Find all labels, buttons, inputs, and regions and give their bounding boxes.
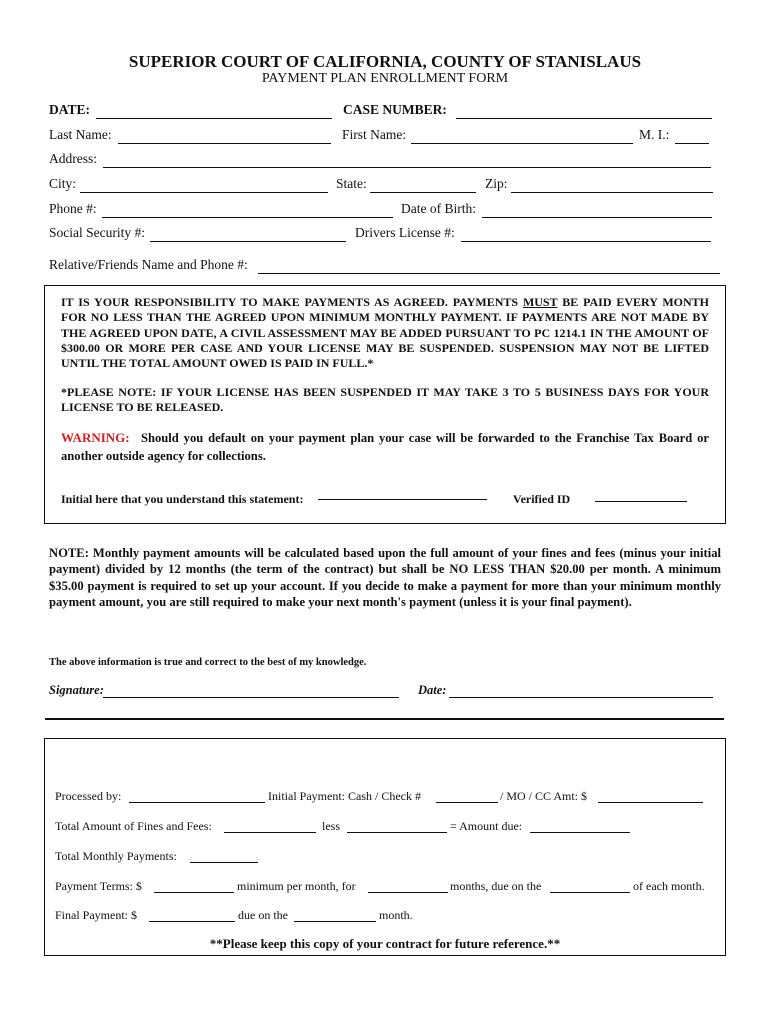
verified-id-field[interactable] xyxy=(595,501,687,502)
signature-label: Signature: xyxy=(49,683,104,697)
office-use-box xyxy=(44,738,726,956)
last-name-label: Last Name: xyxy=(49,127,112,142)
address-label: Address: xyxy=(49,151,97,166)
city-label: City: xyxy=(49,176,77,191)
total-fines-label: Total Amount of Fines and Fees: xyxy=(55,819,212,833)
responsibility-paragraph xyxy=(61,295,709,371)
final-payment-amount-field[interactable] xyxy=(149,921,235,922)
signature-date-label: Date: xyxy=(418,683,447,697)
warning-text: Should you default on your payment plan your case will be forwarded to the Franchise Tax Board or another outside agency for collections. xyxy=(61,431,709,463)
verified-id-label: Verified ID xyxy=(513,492,571,506)
must-emphasis: MUST xyxy=(522,295,558,309)
dob-field[interactable] xyxy=(482,217,712,218)
last-name-field[interactable] xyxy=(118,143,331,144)
of-each-month-label: of each month. xyxy=(633,879,705,893)
min-per-month-label: minimum per month, for xyxy=(237,879,356,893)
state-label: State: xyxy=(336,176,367,191)
first-name-label: First Name: xyxy=(342,127,407,142)
drivers-license-field[interactable] xyxy=(461,241,711,242)
phone-label: Phone #: xyxy=(49,201,97,216)
due-on-the-label: due on the xyxy=(238,908,288,922)
date-label: DATE: xyxy=(49,102,91,117)
payment-terms-label: Payment Terms: $ xyxy=(55,879,142,893)
due-day-field[interactable] xyxy=(550,892,630,893)
middle-initial-field[interactable] xyxy=(675,143,709,144)
initial-label: Initial here that you understand this statement: xyxy=(61,492,304,506)
less-field[interactable] xyxy=(347,832,447,833)
city-field[interactable] xyxy=(80,192,328,193)
amount-due-label: = Amount due: xyxy=(450,819,523,833)
initial-payment-label: Initial Payment: Cash / Check # xyxy=(268,789,421,803)
ssn-label: Social Security #: xyxy=(49,225,145,240)
month-label: month. xyxy=(379,908,413,922)
form-subtitle: PAYMENT PLAN ENROLLMENT FORM xyxy=(261,71,509,86)
responsibility-text-end: BE PAID EVERY MONTH FOR NO LESS THAN THE AGREED UPON MINIMUM MONTHLY PAYMENT. IF PAYMENTS ARE NOT MADE BY THE AGREED UPON DATE, A CIVIL ASSESSMENT MAY BE ADDED PURSUANT TO PC 1214.1 IN THE AMOUNT OF $300.00 OR MORE PER CASE AND YOUR LICENSE MAY BE SUSPENDED. SUSPENSION MAY NOT BE LIFTED UNTIL THE TOTAL AMOUNT OWED IS PAID IN FULL.* xyxy=(61,295,709,371)
dob-label: Date of Birth: xyxy=(401,201,476,216)
warning-paragraph xyxy=(61,429,709,465)
middle-initial-label: M. I.: xyxy=(639,127,670,142)
total-monthly-label: Total Monthly Payments: xyxy=(55,849,177,863)
monthly-minimum-field[interactable] xyxy=(154,892,234,893)
form-title: SUPERIOR COURT OF CALIFORNIA, COUNTY OF STANISLAUS xyxy=(128,52,642,71)
phone-field[interactable] xyxy=(102,217,393,218)
case-number-label: CASE NUMBER: xyxy=(343,102,447,117)
final-payment-month-field[interactable] xyxy=(294,921,376,922)
zip-field[interactable] xyxy=(511,192,713,193)
case-number-field[interactable] xyxy=(456,118,712,119)
license-note-paragraph: *PLEASE NOTE: IF YOUR LICENSE HAS BEEN SUSPENDED IT MAY TAKE 3 TO 5 BUSINESS DAYS FOR YOUR LICENSE TO BE RELEASED. xyxy=(61,385,709,415)
first-name-field[interactable] xyxy=(411,143,633,144)
check-number-field[interactable] xyxy=(436,802,498,803)
months-due-label: months, due on the xyxy=(450,879,542,893)
signature-field[interactable] xyxy=(103,697,399,698)
ssn-field[interactable] xyxy=(150,241,346,242)
date-field[interactable] xyxy=(96,118,332,119)
relative-field[interactable] xyxy=(258,273,720,274)
keep-copy-notice: **Please keep this copy of your contract for future reference.** xyxy=(209,936,561,951)
signature-date-field[interactable] xyxy=(449,697,713,698)
address-field[interactable] xyxy=(103,167,711,168)
processed-by-field[interactable] xyxy=(129,802,265,803)
final-payment-label: Final Payment: $ xyxy=(55,908,137,922)
total-fines-field[interactable] xyxy=(224,832,316,833)
less-label: less xyxy=(322,819,340,833)
relative-label: Relative/Friends Name and Phone #: xyxy=(49,257,248,272)
total-monthly-field[interactable] xyxy=(190,862,258,863)
section-divider xyxy=(45,718,724,720)
initial-amount-field[interactable] xyxy=(598,802,703,803)
drivers-license-label: Drivers License #: xyxy=(355,225,455,240)
zip-label: Zip: xyxy=(485,176,508,191)
months-count-field[interactable] xyxy=(368,892,448,893)
warning-label: WARNING: xyxy=(61,430,130,445)
state-field[interactable] xyxy=(370,192,476,193)
note-paragraph: NOTE: Monthly payment amounts will be calculated based upon the full amount of your fines and fees (minus your initial payment) divided by 12 months (the term of the contract) but shall be NO LESS THAN $20.00 per month. A minimum $35.00 payment is required to set up your account. If you decide to make a payment for more than your minimum monthly payment amount, you are still required to make your next month's payment (unless it is your final payment). xyxy=(49,546,721,610)
amount-due-field[interactable] xyxy=(530,832,630,833)
responsibility-text-start: IT IS YOUR RESPONSIBILITY TO MAKE PAYMENTS AS AGREED. PAYMENTS xyxy=(61,295,523,309)
attestation-text: The above information is true and correct to the best of my knowledge. xyxy=(49,657,367,668)
initial-field[interactable] xyxy=(318,499,487,500)
mo-cc-amount-label: / MO / CC Amt: $ xyxy=(500,789,588,803)
notice-box xyxy=(44,285,726,524)
processed-by-label: Processed by: xyxy=(55,789,122,803)
